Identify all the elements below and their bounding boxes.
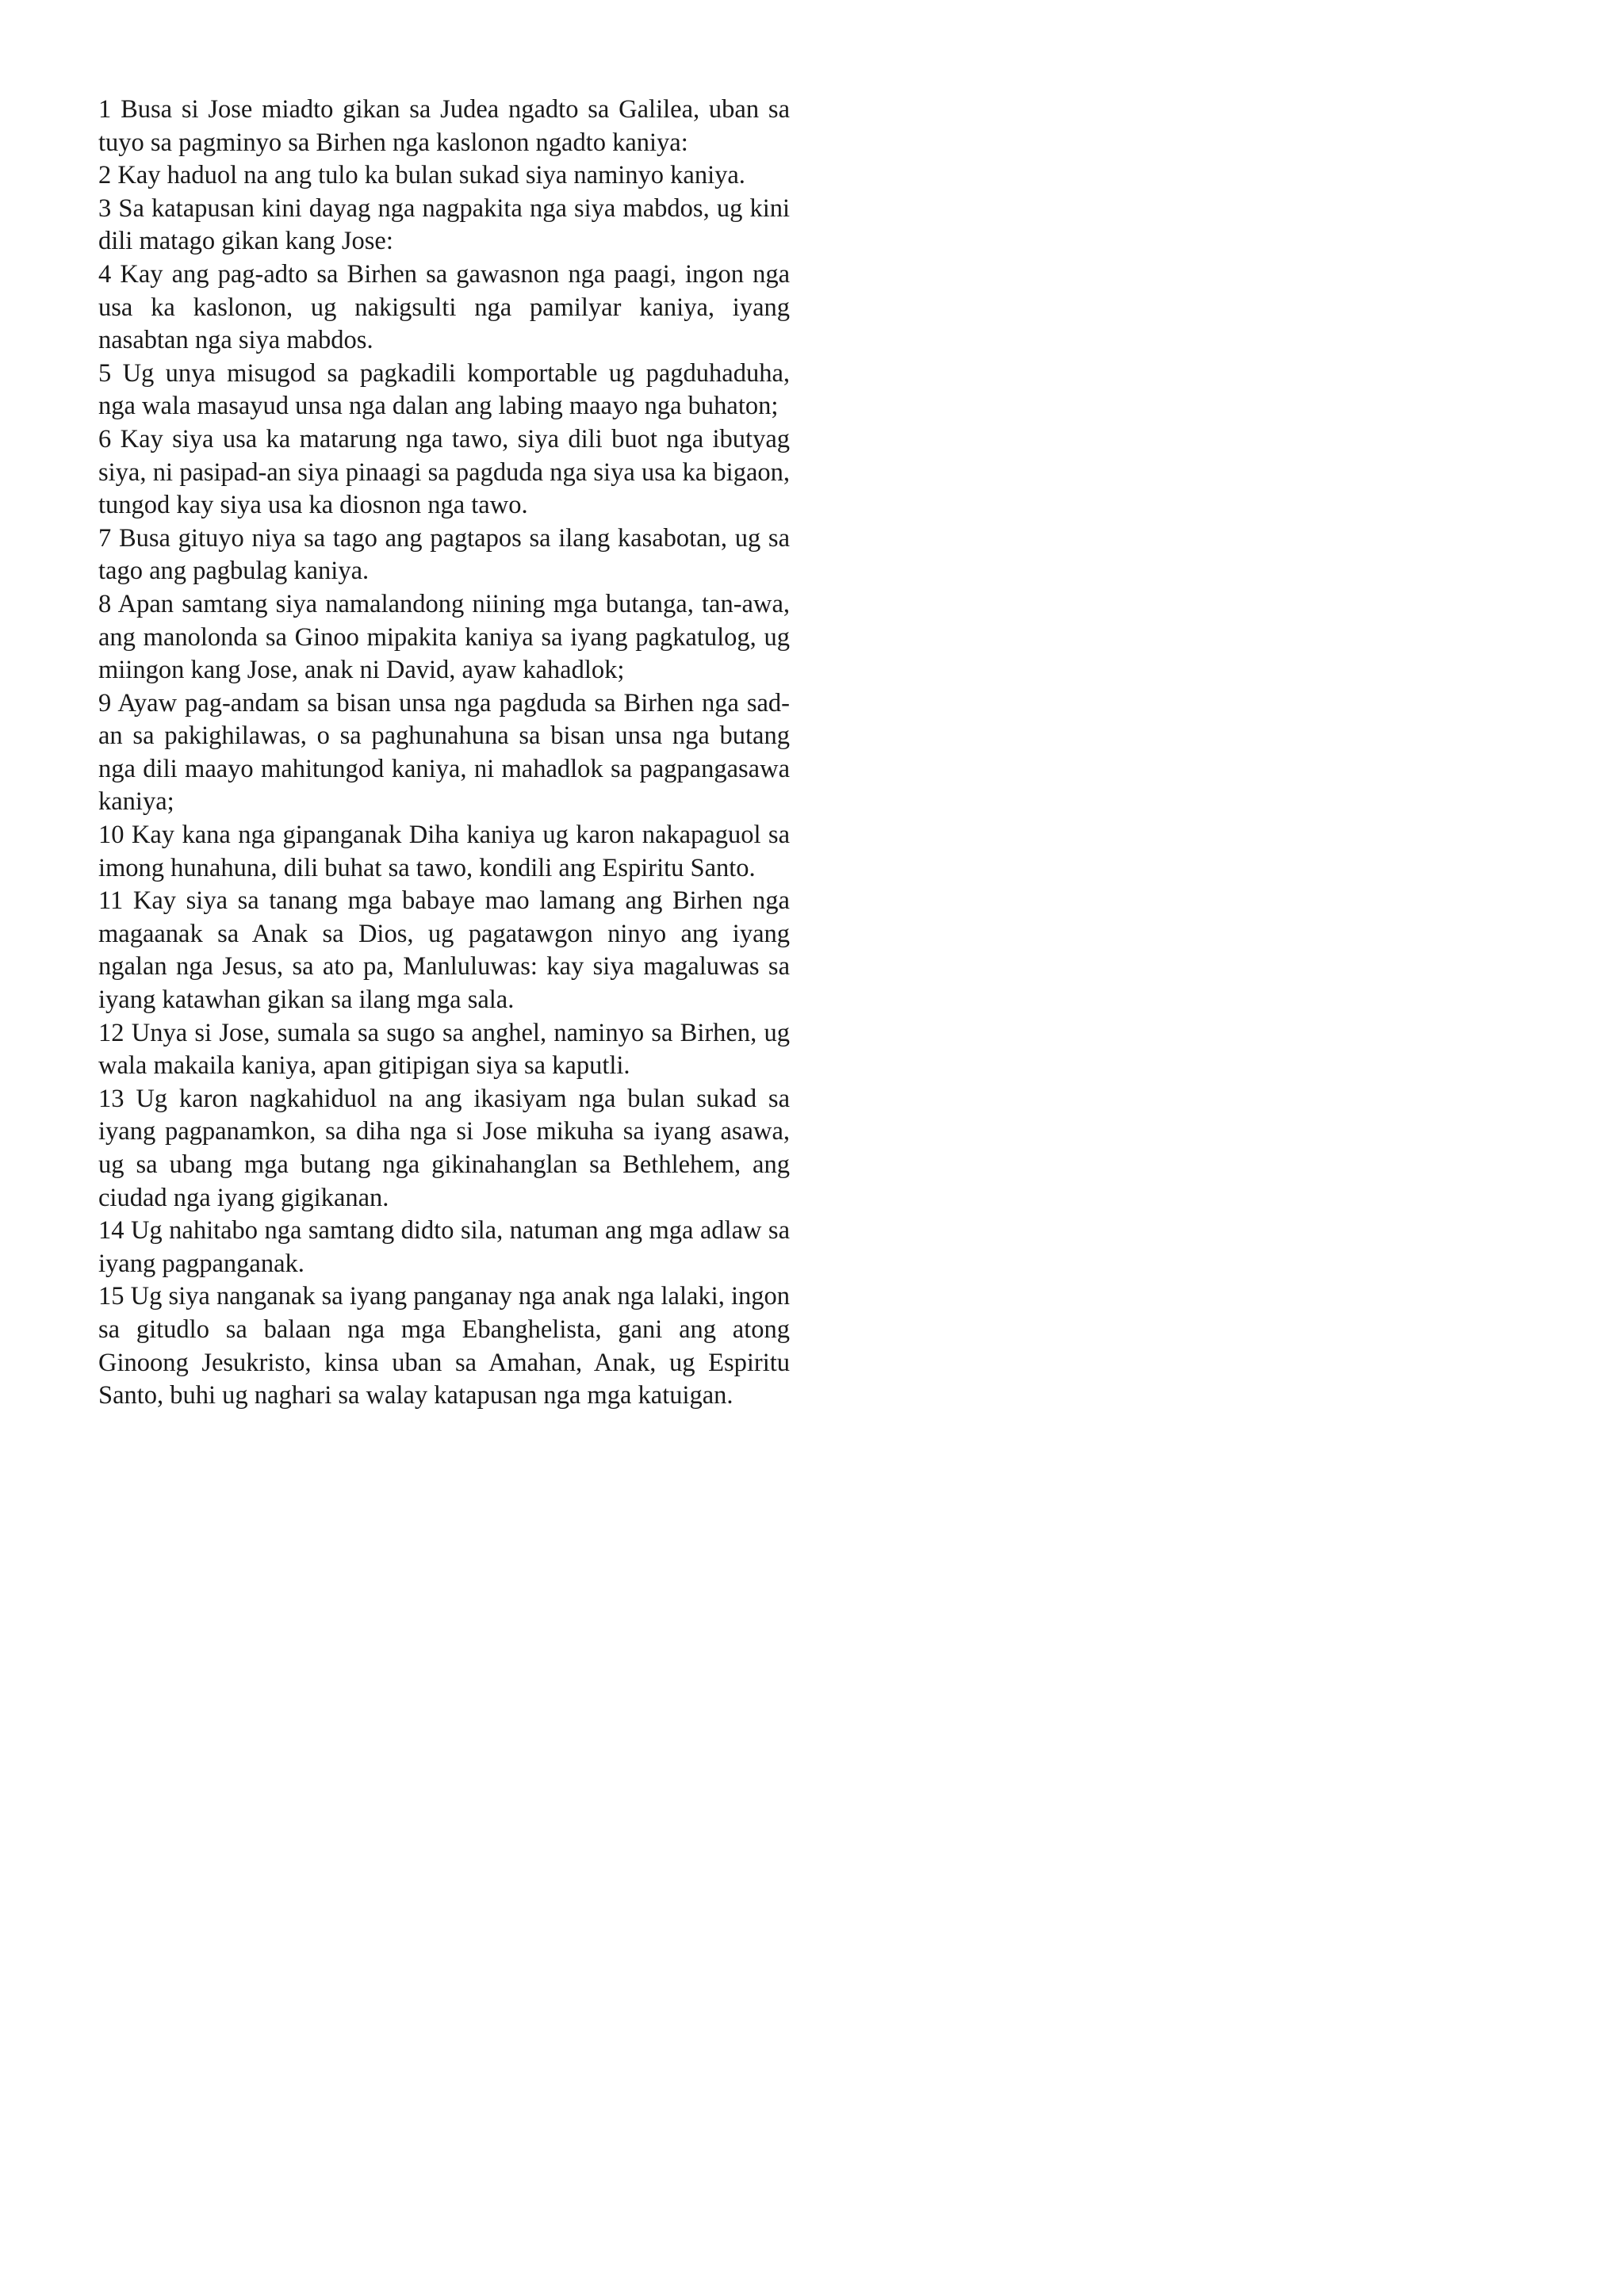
verse-13: 13 Ug karon nagkahiduol na ang ikasiyam nga bulan sukad sa iyang pagpanamkon, sa diha nga si Jose mikuha sa iyang asawa, ug sa ubang mga butang nga gikinahanglan sa Bethlehem, ang ciudad nga iyang gigikanan. [98,1084,790,1212]
verse-3: 3 Sa katapusan kini dayag nga nagpakita nga siya mabdos, ug kini dili matago gikan kang Jose: [98,193,790,256]
verse-9: 9 Ayaw pag-andam sa bisan unsa nga pagduda sa Birhen nga sad-an sa pakighilawas, o sa paghunahuna sa bisan unsa nga butang nga dili maayo mahitungod kaniya, ni mahadlok sa pagpangasawa kaniya; [98,688,790,817]
verse-2: 2 Kay haduol na ang tulo ka bulan sukad siya naminyo kaniya. [98,161,745,190]
text-column [98,94,790,1413]
verse-6: 6 Kay siya usa ka matarung nga tawo, siya dili buot nga ibutyag siya, ni pasipad-an siya pinaagi sa pagduda nga siya usa ka bigaon, tungod kay siya usa ka diosnon nga tawo. [98,424,790,520]
verse-1: 1 Busa si Jose miadto gikan sa Judea ngadto sa Galilea, uban sa tuyo sa pagminyo sa Birhen nga kaslonon ngadto kaniya: [98,95,790,157]
verse-10: 10 Kay kana nga gipanganak Diha kaniya ug karon nakapaguol sa imong hunahuna, dili buhat sa tawo, kondili ang Espiritu Santo. [98,821,790,882]
verse-8: 8 Apan samtang siya namalandong niining mga butanga, tan-awa, ang manolonda sa Ginoo mipakita kaniya sa iyang pagkatulog, ug miingon kang Jose, anak ni David, ayaw kahadlok; [98,589,790,685]
verse-7: 7 Busa gituyo niya sa tago ang pagtapos sa ilang kasabotan, ug sa tago ang pagbulag kaniya. [98,523,790,586]
verse-5: 5 Ug unya misugod sa pagkadili komportable ug pagduhaduha, nga wala masayud unsa nga dalan ang labing maayo nga buhaton; [98,358,790,421]
verse-4: 4 Kay ang pag-adto sa Birhen sa gawasnon nga paagi, ingon nga usa ka kaslonon, ug nakigsulti nga pamilyar kaniya, iyang nasabtan nga siya mabdos. [98,259,790,355]
verse-14: 14 Ug nahitabo nga samtang didto sila, natuman ang mga adlaw sa iyang pagpanganak. [98,1216,790,1278]
verse-11: 11 Kay siya sa tanang mga babaye mao lamang ang Birhen nga magaanak sa Anak sa Dios, ug pagatawgon ninyo ang iyang ngalan nga Jesus, sa ato pa, Manluluwas: kay siya magaluwas sa iyang katawhan gikan sa ilang mga sala. [98,886,790,1015]
verse-12: 12 Unya si Jose, sumala sa sugo sa anghel, naminyo sa Birhen, ug wala makaila kaniya, apan gitipigan siya sa kaputli. [98,1018,790,1081]
verse-15: 15 Ug siya nanganak sa iyang panganay nga anak nga lalaki, ingon sa gitudlo sa balaan nga mga Ebanghelista, gani ang atong Ginoong Jesukristo, kinsa uban sa Amahan, Anak, ug Espiritu Santo, buhi ug naghari sa walay katapusan nga mga katuigan. [98,1282,790,1410]
